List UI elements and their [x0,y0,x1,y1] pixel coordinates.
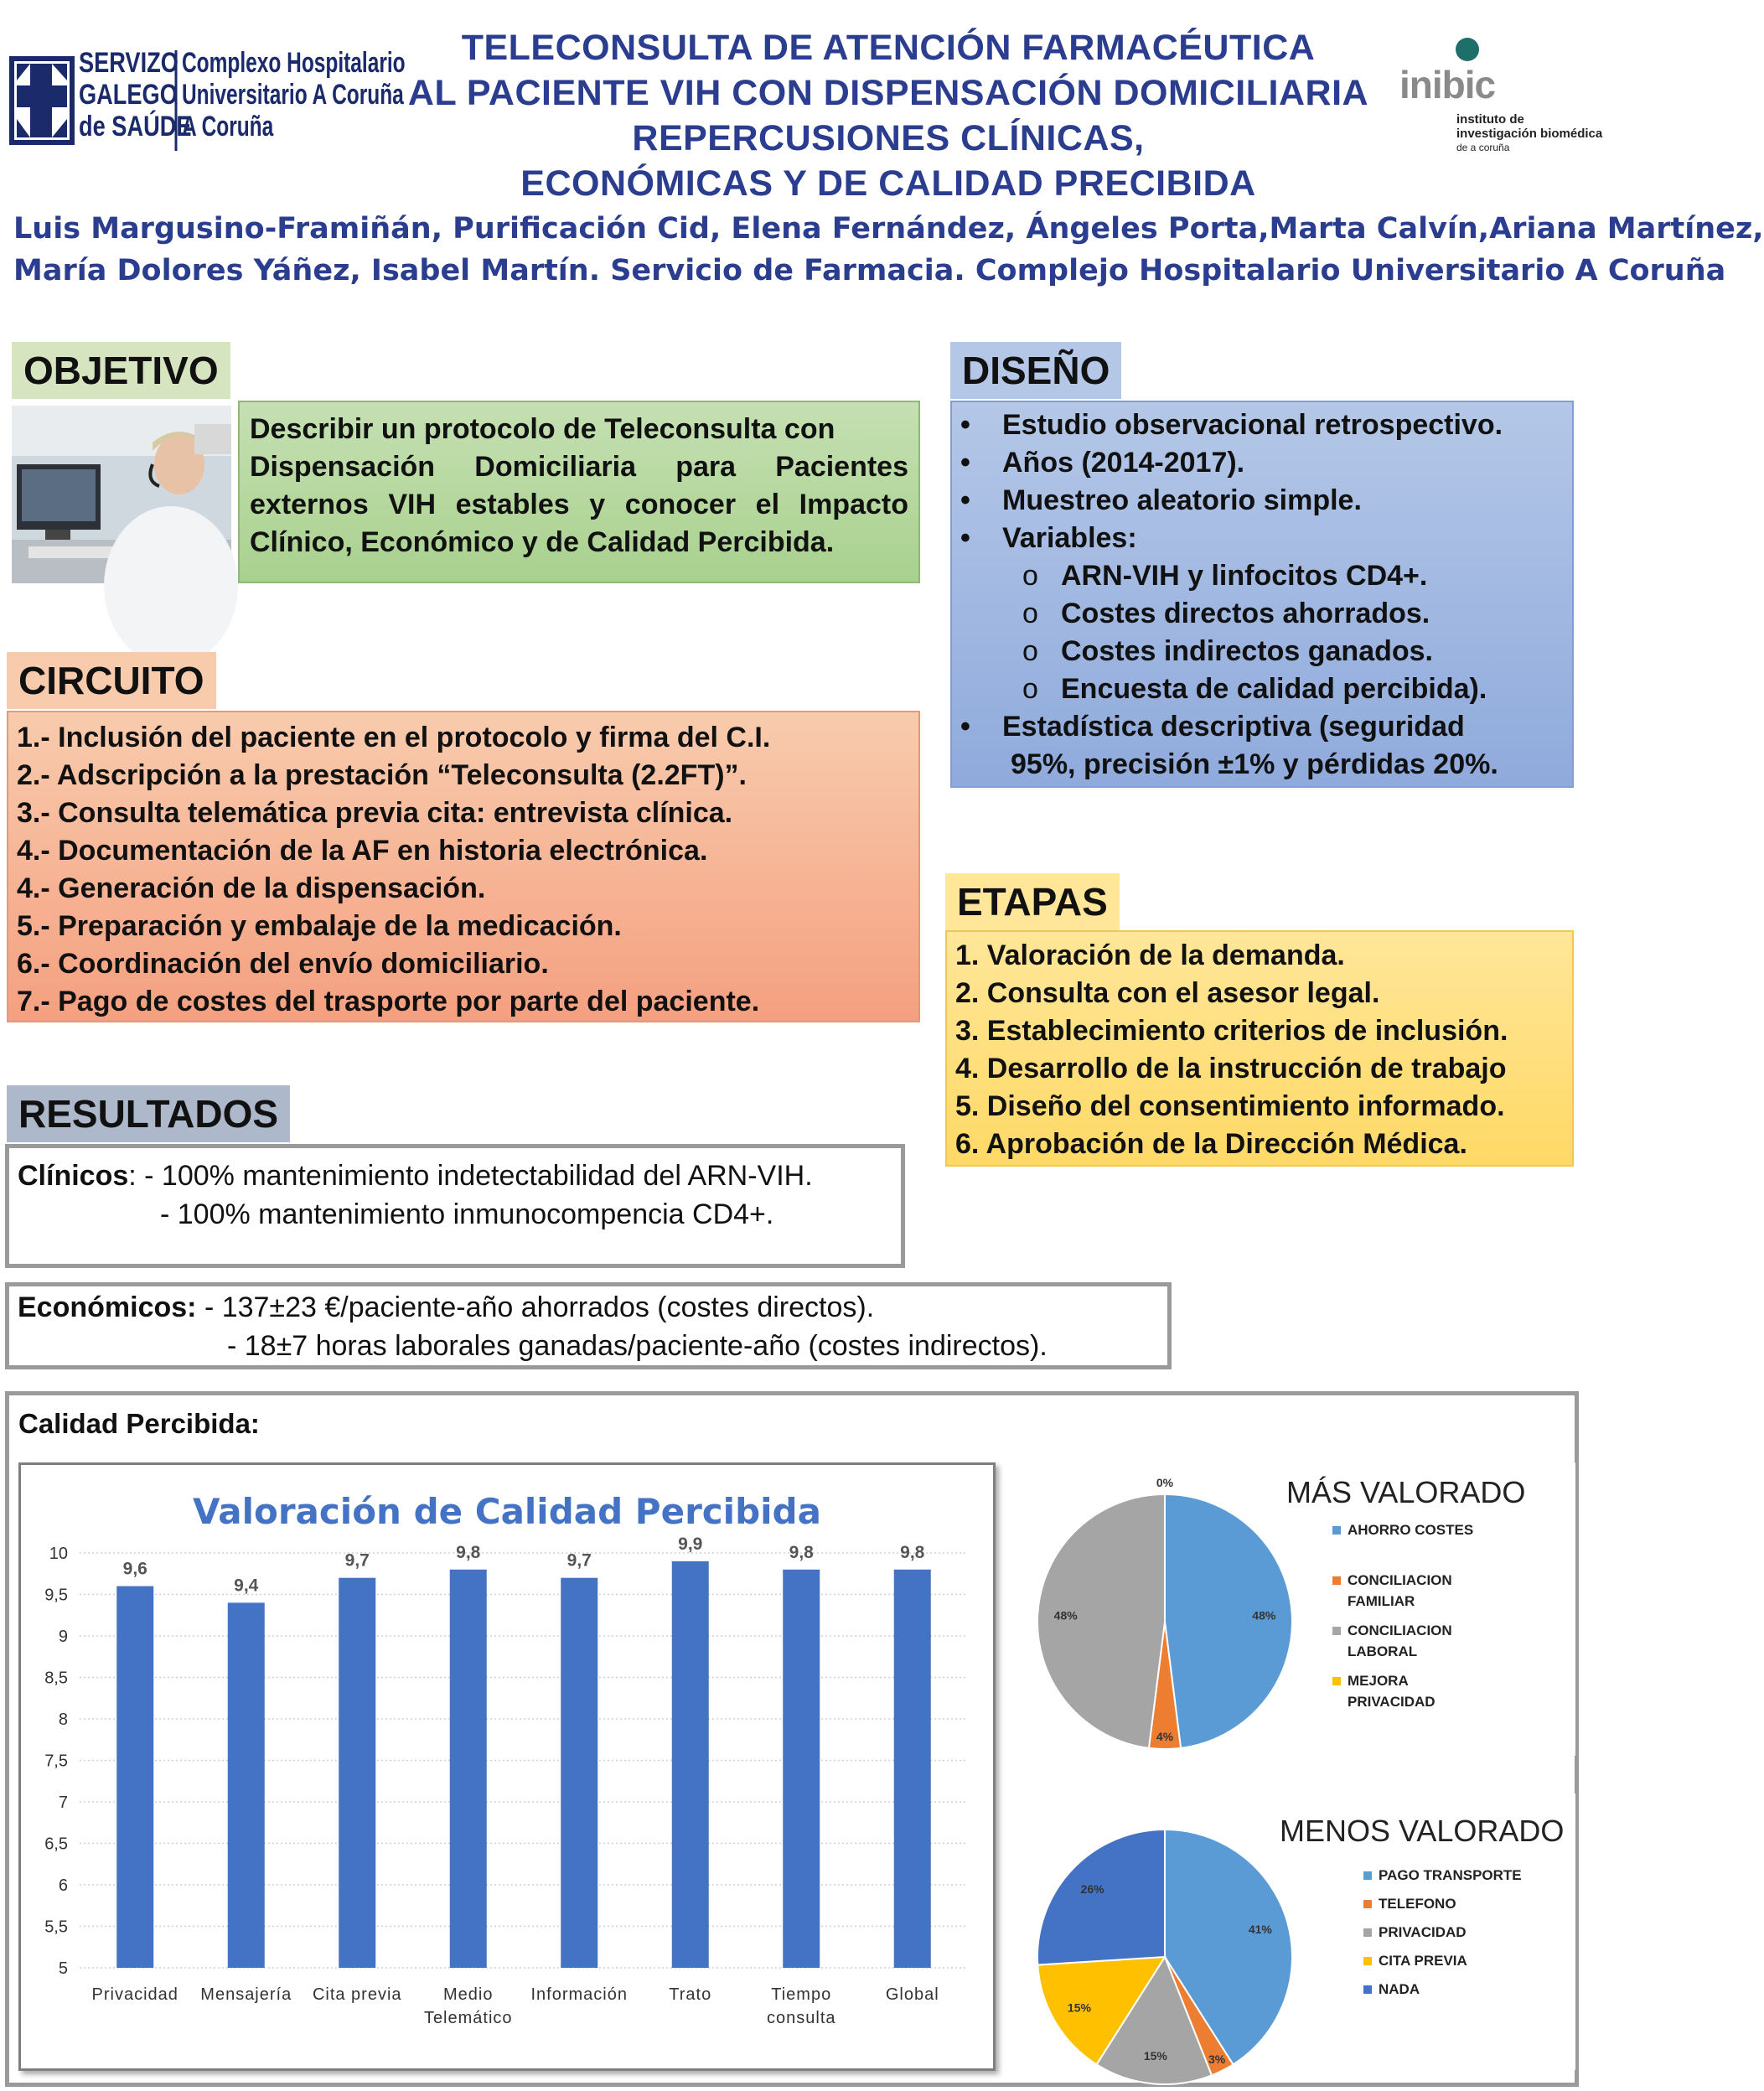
x-tick-label: consulta [767,2009,836,2027]
legend-label: MEJORA [1348,1673,1409,1689]
bullet-icon: • [960,484,970,516]
legend-label: AHORRO COSTES [1348,1522,1474,1538]
diseno-item [960,708,1564,746]
objetivo-line: Dispensación Domiciliaria para Pacientes [250,451,908,483]
doctor-photo [12,406,231,583]
objetivo-box [238,401,920,583]
sergas-logo [10,42,406,159]
bar [450,1570,487,1968]
sergas-logo-line: GALEGO [79,79,178,111]
inibic-name: inibic [1399,63,1496,106]
economicos-box [5,1282,1172,1369]
circuito-item: 1.- Inclusión del paciente en el protocolo y firma del C.I. [17,722,771,753]
legend-label: PRIVACIDAD [1348,1694,1436,1710]
diseno-item [960,406,1564,444]
y-tick-label: 9 [58,1628,68,1646]
diseno-item [960,520,1564,557]
pie-data-label: 15% [1067,2000,1091,2015]
diseno-item-text: ARN-VIH y linfocitos CD4+. [1061,560,1428,592]
y-tick-label: 10 [49,1545,68,1563]
data-label: 9,8 [900,1542,925,1562]
diseno-item-text: Encuesta de calidad percibida). [1061,673,1487,705]
title-line: TELECONSULTA DE ATENCIÓN FARMACÉUTICA [461,28,1316,68]
bar [339,1578,375,1968]
bar [894,1570,931,1968]
pie-data-label: 4% [1156,1729,1174,1743]
chuac-logo-line: Complexo Hospitalario [182,47,406,79]
inibic-logo [1399,34,1603,159]
legend-swatch [1332,1677,1341,1685]
etapas-item: 6. Aprobación de la Dirección Médica. [955,1128,1467,1160]
bar [783,1570,820,1968]
circuito-box [7,711,920,1022]
data-label: 9,7 [566,1550,592,1571]
economicos-line: - 18±7 horas laborales ganadas/paciente-año (costes indirectos). [227,1330,1048,1362]
y-tick-label: 5 [58,1959,68,1978]
bullet-icon: • [960,447,970,479]
pie-data-label: 3% [1208,2052,1226,2066]
chuac-logo-line: A Coruña [182,111,274,142]
pie-slice [1037,1830,1165,1965]
etapas-item: 1. Valoración de la demanda. [955,939,1345,971]
poster-title [369,25,1408,206]
title-line: ECONÓMICAS Y DE CALIDAD PRECIBIDA [520,163,1256,204]
title-line: REPERCUSIONES CLÍNICAS, [632,118,1145,158]
x-tick-label: Mensajería [200,1985,292,2004]
pie-data-label: 41% [1248,1922,1272,1936]
x-tick-label: Tiempo [771,1985,832,2004]
title-line: AL PACIENTE VIH CON DISPENSACIÓN DOMICILIARIA [407,73,1369,113]
circuito-item: 2.- Adscripción a la prestación “Teleconsulta (2.2FT)”. [17,759,747,791]
legend-label: LABORAL [1348,1643,1418,1659]
circuito-item: 6.- Coordinación del envío domiciliario. [17,948,549,980]
circuito-heading: CIRCUITO [7,652,216,709]
etapas-heading: ETAPAS [945,873,1120,930]
etapas-item: 2. Consulta con el asesor legal. [955,977,1380,1009]
x-tick-label: Información [530,1985,628,2004]
bar [672,1561,709,1968]
diseno-item-text: Variables: [1002,522,1137,554]
pie-data-label: 0% [1156,1476,1174,1489]
data-label: 9,9 [678,1534,703,1554]
circuito-item: 5.- Preparación y embalaje de la medicación. [17,910,622,942]
diseno-heading: DISEÑO [950,342,1121,399]
chart-title: Valoración de Calidad Percibida [193,1491,821,1532]
y-tick-label: 9,5 [44,1586,68,1605]
bar-chart-container [18,1462,996,2071]
etapas-item: 4. Desarrollo de la instrucción de trabajo [955,1053,1507,1084]
diseno-item [960,444,1564,482]
x-tick-label: Cita previa [312,1985,402,2004]
pie-chart-mas-valorado [1027,1462,1575,1756]
inibic-subtitle-line: de a coruña [1456,142,1510,153]
inibic-subtitle-line: investigación biomédica [1456,127,1603,141]
legend-swatch [1332,1576,1341,1585]
legend-label: NADA [1379,1981,1420,1997]
bullet-icon: o [1022,673,1038,705]
economicos-line: - 137±23 €/paciente-año ahorrados (costes directos). [204,1291,875,1323]
bullet-icon: • [960,711,970,743]
economicos-label: Económicos: [18,1291,197,1323]
diseno-subitem [960,670,1564,708]
legend-swatch [1363,1871,1372,1880]
circuito-item: 4.- Generación de la dispensación. [17,872,486,904]
pie-data-label: 48% [1252,1608,1276,1623]
diseno-subitem [960,633,1564,670]
doctor-at-computer-icon [12,406,231,583]
legend-swatch [1363,1900,1372,1908]
legend-swatch [1363,1928,1372,1937]
sergas-logo-line: SERVIZO [79,47,178,79]
y-tick-label: 7,5 [44,1752,68,1771]
clinicos-box [5,1144,905,1268]
pie-data-label: 26% [1080,1881,1104,1896]
legend-label: FAMILIAR [1348,1593,1415,1609]
objetivo-heading: OBJETIVO [12,342,230,399]
pie-chart [1027,1462,1575,1756]
circuito-item: 3.- Consulta telemática previa cita: entrevista clínica. [17,797,733,829]
diseno-item [960,482,1564,520]
y-tick-label: 6,5 [44,1835,68,1854]
pie-data-label: 48% [1053,1608,1078,1623]
circuito-item: 7.- Pago de costes del trasporte por parte del paciente. [17,986,760,1017]
y-tick-label: 6 [58,1876,68,1895]
clinicos-line: - 100% mantenimiento inmunocompencia CD4+. [160,1198,774,1230]
legend-swatch [1363,1985,1372,1994]
y-tick-label: 8,5 [44,1669,68,1688]
y-tick-label: 8 [58,1711,68,1729]
authors [13,208,1764,292]
sergas-logo-line: de SAÚDE [79,111,192,142]
legend-swatch [1363,1957,1372,1965]
objetivo-line: Clínico, Económico y de Calidad Percibida. [250,526,835,558]
resultados-heading: RESULTADOS [7,1085,290,1142]
diseno-item-text: Costes directos ahorrados. [1061,598,1430,629]
diseno-item-text: Muestreo aleatorio simple. [1002,484,1362,516]
bullet-icon: • [960,409,970,441]
objetivo-line: externos VIH estables y conocer el Impacto [250,489,908,520]
bullet-icon: o [1022,598,1038,629]
diseno-item-text: Estadística descriptiva (seguridad [1002,711,1465,743]
data-label: 9,4 [234,1576,259,1596]
bullet-icon: o [1022,635,1038,667]
x-tick-label: Trato [669,1985,712,2004]
diseno-item-text: 95%, precisión ±1% y pérdidas 20%. [1011,748,1498,780]
diseno-item [960,746,1564,784]
legend-label: PRIVACIDAD [1379,1924,1467,1940]
pie-title: MÁS VALORADO [1286,1475,1526,1509]
data-label: 9,8 [789,1542,814,1562]
calidad-label: Calidad Percibida: [18,1408,260,1439]
pie-title: MENOS VALORADO [1280,1814,1565,1848]
objetivo-line: Describir un protocolo de Teleconsulta con [250,413,835,445]
x-tick-label: Privacidad [91,1985,178,2004]
data-label: 9,7 [344,1550,370,1571]
authors-line: Luis Margusino-Framiñán, Purificación Cid, Elena Fernández, Ángeles Porta,Marta Calvín,Ariana Martínez, [13,212,1764,246]
diseno-subitem [960,595,1564,633]
x-tick-label: Global [885,1985,939,2004]
pie-chart-menos-valorado [1027,1793,1575,2070]
y-tick-label: 5,5 [44,1918,68,1937]
legend-label: PAGO TRANSPORTE [1379,1867,1522,1883]
data-label: 9,8 [456,1542,481,1562]
legend-label: CONCILIACION [1348,1623,1452,1638]
diseno-box [950,401,1574,788]
x-tick-label: Telemático [423,2009,513,2027]
diseno-list [960,406,1564,784]
diseno-subitem [960,557,1564,595]
x-tick-label: Medio [443,1985,494,2004]
legend-label: CONCILIACION [1348,1572,1452,1588]
data-label: 9,6 [122,1559,147,1579]
bar [116,1586,153,1968]
authors-line: María Dolores Yáñez, Isabel Martín. Servicio de Farmacia. Complejo Hospitalario Universitario A Coruña [13,254,1726,287]
y-tick-label: 7 [58,1793,68,1812]
chuac-logo-line: Universitario A Coruña [182,79,404,111]
etapas-item: 3. Establecimiento criterios de inclusión. [955,1015,1508,1047]
etapas-item: 5. Diseño del consentimiento informado. [955,1090,1505,1122]
bar [228,1602,265,1968]
bar [561,1578,597,1968]
pie-data-label: 15% [1143,2049,1167,2063]
bar-chart [21,1465,993,2068]
clinicos-label: Clínicos [18,1160,129,1192]
diseno-item-text: Costes indirectos ganados. [1061,635,1433,667]
circuito-item: 4.- Documentación de la AF en historia electrónica. [17,835,708,867]
bullet-icon: o [1022,560,1038,592]
legend-swatch [1332,1627,1341,1635]
pie-chart [1027,1793,1575,2070]
diseno-item-text: Años (2014-2017). [1002,447,1245,479]
diseno-item-text: Estudio observacional retrospectivo. [1002,409,1503,441]
legend-swatch [1332,1526,1341,1535]
clinicos-line: : - 100% mantenimiento indetectabilidad del ARN-VIH. [128,1160,813,1192]
etapas-box [945,930,1574,1167]
inibic-dot-icon [1455,37,1480,62]
legend-label: CITA PREVIA [1379,1953,1467,1969]
bullet-icon: • [960,522,970,554]
legend-label: TELEFONO [1379,1896,1456,1912]
inibic-subtitle-line: instituto de [1456,112,1524,127]
